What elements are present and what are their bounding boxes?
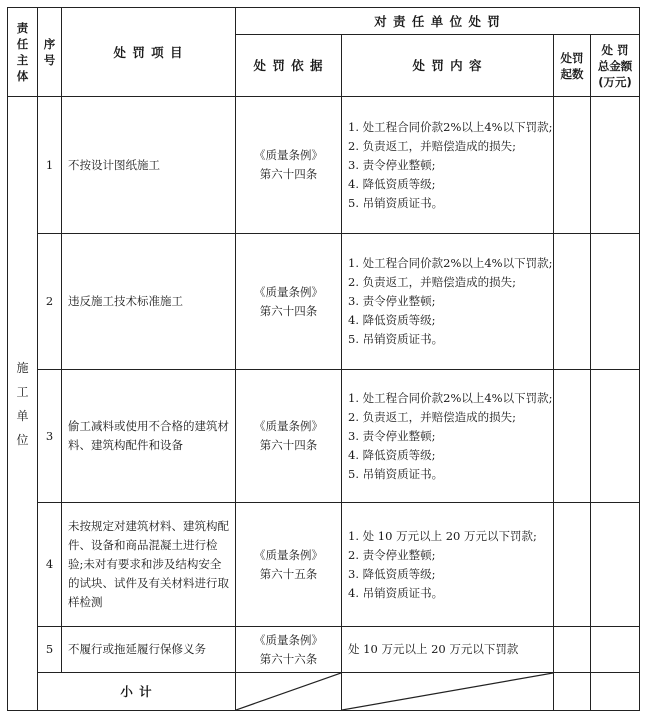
header-seq: 序 号: [38, 8, 62, 97]
penalty-table: [7, 7, 640, 711]
header-entity: 责 任 主 体: [8, 8, 38, 97]
row-basis: 《质量条例》 第六十四条: [236, 234, 342, 370]
row-start: [554, 627, 591, 673]
row-total: [591, 627, 640, 673]
row-basis: 《质量条例》 第六十六条: [236, 627, 342, 673]
row-item: 偷工减料或使用不合格的建筑材料、建筑构配件和设备: [62, 370, 236, 503]
subtotal-label: 小 计: [38, 673, 236, 711]
header-start: 处罚 起数: [554, 35, 591, 97]
row-basis: 《质量条例》 第六十四条: [236, 370, 342, 503]
row-number: 2: [38, 234, 62, 370]
row-start: [554, 503, 591, 627]
diagonal-slash: [236, 673, 341, 710]
table-row: [8, 627, 640, 673]
table-row: [8, 370, 640, 503]
table-row: [8, 234, 640, 370]
row-content: 处 10 万元以上 20 万元以下罚款: [342, 627, 554, 673]
row-basis: 《质量条例》 第六十五条: [236, 503, 342, 627]
row-item: 不履行或拖延履行保修义务: [62, 627, 236, 673]
row-total: [591, 234, 640, 370]
header-total: 处 罚 总金额 (万元): [591, 35, 640, 97]
row-number: 1: [38, 97, 62, 234]
row-content: 1. 处工程合同价款2%以上4%以下罚款; 2. 负责返工，并赔偿造成的损失; 3. 责令停业整顿; 4. 降低资质等级; 5. 吊销资质证书。: [342, 370, 554, 503]
row-number: 4: [38, 503, 62, 627]
row-content: 1. 处工程合同价款2%以上4%以下罚款; 2. 负责返工，并赔偿造成的损失; 3. 责令停业整顿; 4. 降低资质等级; 5. 吊销资质证书。: [342, 234, 554, 370]
header-basis: 处 罚 依 据: [236, 35, 342, 97]
row-item: 不按设计图纸施工: [62, 97, 236, 234]
subtotal-content-blank: [342, 673, 554, 711]
subtotal-basis-blank: [236, 673, 342, 711]
diagonal-slash: [342, 673, 553, 710]
entity-cell: 施 工 单 位: [8, 97, 38, 711]
row-item: 未按规定对建筑材料、建筑构配件、设备和商品混凝土进行检验;未对有要求和涉及结构安全的试块、试件及有关材料进行取样检测: [62, 503, 236, 627]
header-item: 处 罚 项 目: [62, 8, 236, 97]
row-number: 5: [38, 627, 62, 673]
row-content: 1. 处工程合同价款2%以上4%以下罚款; 2. 负责返工，并赔偿造成的损失; 3. 责令停业整顿; 4. 降低资质等级; 5. 吊销资质证书。: [342, 97, 554, 234]
subtotal-start: [554, 673, 591, 711]
row-number: 3: [38, 370, 62, 503]
row-total: [591, 97, 640, 234]
row-start: [554, 97, 591, 234]
row-total: [591, 503, 640, 627]
table-row: [8, 97, 640, 234]
row-start: [554, 370, 591, 503]
row-basis: 《质量条例》 第六十四条: [236, 97, 342, 234]
header-group: 对 责 任 单 位 处 罚: [236, 8, 640, 35]
row-item: 违反施工技术标准施工: [62, 234, 236, 370]
row-total: [591, 370, 640, 503]
subtotal-row: [8, 673, 640, 711]
header-content: 处 罚 内 容: [342, 35, 554, 97]
subtotal-total: [591, 673, 640, 711]
row-content: 1. 处 10 万元以上 20 万元以下罚款; 2. 责令停业整顿; 3. 降低资质等级; 4. 吊销资质证书。: [342, 503, 554, 627]
row-start: [554, 234, 591, 370]
table-row: [8, 503, 640, 627]
